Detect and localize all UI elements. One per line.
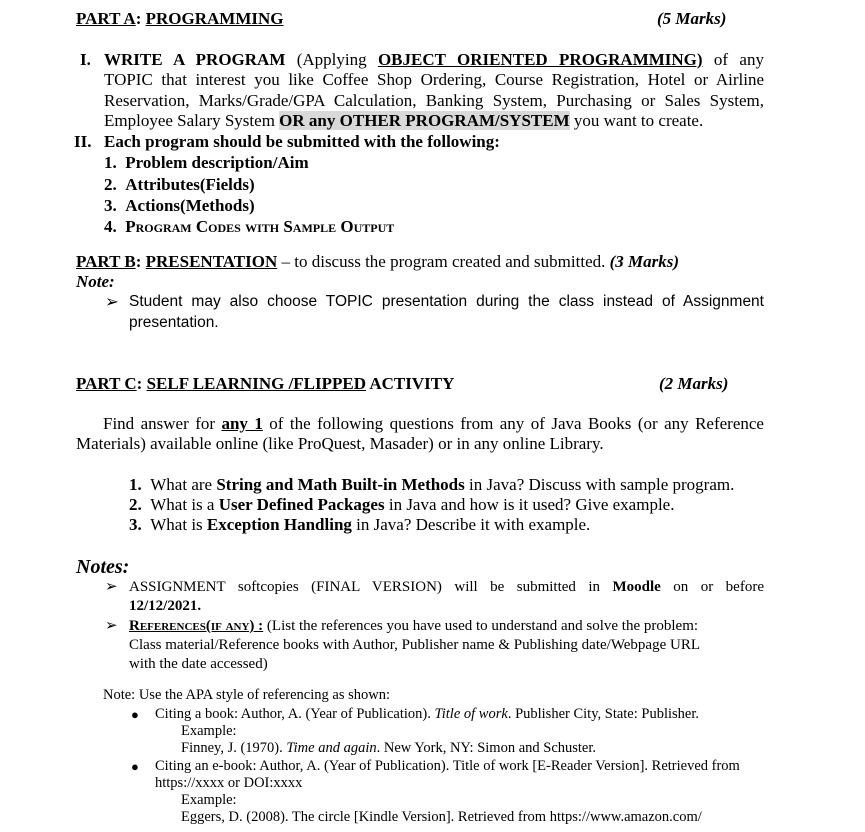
part-c-marks: (2 Marks) — [659, 374, 729, 393]
apa-note: Note: Use the APA style of referencing as shown: — [103, 687, 390, 703]
item-1-line-2: TOPIC that interest you like Coffee Shop Ordering, Course Registration, Hotel or Airline — [104, 70, 764, 89]
notes-heading: Notes: — [76, 556, 130, 578]
arrow-bullet-icon: ➢ — [105, 579, 118, 595]
item-1-line-1: WRITE A PROGRAM (Applying OBJECT ORIENTED PROGRAMMING) of any — [104, 50, 764, 69]
list-item: 2. Attributes(Fields) — [104, 175, 255, 194]
apa-ebook-line-1: Citing an e-book: Author, A. (Year of Publication). Title of work [E-Reader Version]. Retrieved from — [155, 758, 740, 774]
apa-example-2-label: Example: — [181, 792, 237, 808]
arrow-bullet-icon: ➢ — [105, 292, 119, 311]
note-2-line-2: Class material/Reference books with Author, Publisher name & Publishing date/Webpage URL — [129, 637, 700, 653]
item-2-numeral: II. — [74, 132, 92, 151]
bullet-dot-icon: ● — [131, 759, 139, 774]
part-a-heading: PART A: PROGRAMMING — [76, 9, 284, 28]
note-2-line-1: References(if any) : (List the references you have used to understand and solve the problem: — [129, 618, 699, 634]
part-c-heading: PART C: SELF LEARNING /FLIPPED ACTIVITY — [76, 374, 455, 393]
list-item: 1. Problem description/Aim — [104, 153, 309, 172]
part-a-marks: (5 Marks) — [657, 9, 727, 28]
note-1-date: 12/12/2021. — [129, 598, 202, 614]
question-item: 1. What are String and Math Built-in Methods in Java? Discuss with sample program. — [129, 475, 735, 494]
item-1-numeral: I. — [80, 50, 91, 69]
apa-example-2: Eggers, D. (2008). The circle [Kindle Version]. Retrieved from https://www.amazon.com/ — [181, 809, 702, 825]
part-c-intro-line-2: Materials) available online (like ProQuest, Masader) or in any online Library. — [76, 434, 604, 453]
list-item: 3. Actions(Methods) — [104, 196, 255, 215]
apa-book-line: Citing a book: Author, A. (Year of Publication). Title of work. Publisher City, State: Publisher. — [155, 706, 700, 722]
item-1-line-4: Employee Salary System OR any OTHER PROGRAM/SYSTEM you want to create. — [104, 111, 704, 130]
bullet-dot-icon: ● — [131, 707, 139, 722]
part-b-heading: PART B: PRESENTATION – to discuss the program created and submitted. (3 Marks) — [76, 252, 680, 271]
item-2-text: Each program should be submitted with the following: — [104, 132, 500, 151]
part-b-bullet-line-1: Student may also choose TOPIC presentation during the class instead of Assignment — [129, 293, 764, 310]
note-2-line-3: with the date accessed) — [129, 656, 268, 672]
apa-example-1-label: Example: — [181, 723, 237, 739]
apa-ebook-line-2: https://xxxx or DOI:xxxx — [155, 775, 303, 791]
item-1-line-3: Reservation, Marks/Grade/GPA Calculation, Banking System, Purchasing or Sales System, — [104, 91, 764, 110]
arrow-bullet-icon: ➢ — [105, 618, 118, 634]
list-item: 4. Program Codes with Sample Output — [104, 217, 395, 236]
part-b-bullet-line-2: presentation. — [129, 314, 219, 331]
note-1-line-1: ASSIGNMENT softcopies (FINAL VERSION) will be submitted in Moodle on or before — [129, 579, 764, 595]
part-b-note-label: Note: — [76, 272, 115, 291]
question-item: 2. What is a User Defined Packages in Java and how is it used? Give example. — [129, 495, 675, 514]
question-item: 3. What is Exception Handling in Java? Describe it with example. — [129, 515, 591, 534]
part-c-intro-line-1: Find answer for any 1 of the following questions from any of Java Books (or any Reference — [103, 414, 764, 433]
apa-example-1: Finney, J. (1970). Time and again. New York, NY: Simon and Schuster. — [181, 740, 597, 756]
